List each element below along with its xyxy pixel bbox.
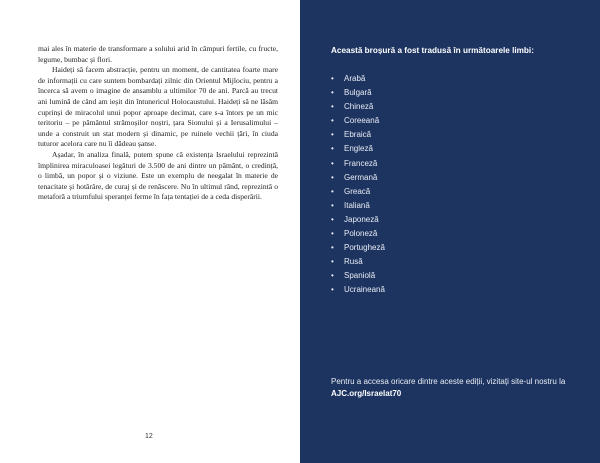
language-item xyxy=(331,227,385,241)
language-label: Engleză xyxy=(344,144,373,154)
bullet-icon: • xyxy=(331,102,334,112)
bullet-icon: • xyxy=(331,257,334,267)
website-link[interactable]: AJC.org/Israelat70 xyxy=(331,388,402,398)
language-item xyxy=(331,241,385,255)
language-item xyxy=(331,171,385,185)
language-list xyxy=(331,72,385,298)
paragraph-1: mai ales în materie de transformare a solului arid în câmpuri fertile, cu fructe, legume, bumbac și flori. xyxy=(38,44,278,64)
translations-heading: Această broșură a fost tradusă în următoarele limbi: xyxy=(331,46,534,55)
language-label: Ucraineană xyxy=(344,285,385,295)
bullet-icon: • xyxy=(331,158,334,168)
language-label: Portugheză xyxy=(344,243,385,253)
language-item xyxy=(331,128,385,142)
footer-note xyxy=(331,376,581,399)
bullet-icon: • xyxy=(331,74,334,83)
bullet-icon: • xyxy=(331,88,334,98)
bullet-icon: • xyxy=(331,214,334,224)
language-item xyxy=(331,199,385,213)
language-label: Chineză xyxy=(344,102,374,112)
language-item xyxy=(331,100,385,114)
bullet-icon: • xyxy=(331,130,334,140)
page-number: 12 xyxy=(145,433,153,440)
language-item xyxy=(331,86,385,100)
body-text xyxy=(38,44,278,203)
language-label: Germană xyxy=(344,172,378,182)
language-label: Ebraică xyxy=(344,130,372,140)
language-label: Poloneză xyxy=(344,229,378,239)
language-label: Spaniolă xyxy=(344,271,376,281)
language-item xyxy=(331,157,385,171)
bullet-icon: • xyxy=(331,116,334,126)
bullet-icon: • xyxy=(331,186,334,196)
bullet-icon: • xyxy=(331,200,334,210)
language-item xyxy=(331,72,385,86)
bullet-icon: • xyxy=(331,285,334,295)
language-label: Greacă xyxy=(344,186,371,196)
language-item xyxy=(331,213,385,227)
language-item xyxy=(331,269,385,283)
right-page xyxy=(300,0,600,463)
language-item xyxy=(331,255,385,269)
language-label: Arabă xyxy=(344,74,366,83)
language-item xyxy=(331,185,385,199)
language-label: Japoneză xyxy=(344,214,379,224)
language-label: Rusă xyxy=(344,257,363,267)
footer-text: Pentru a accesa oricare dintre aceste ediții, vizitați site-ul nostru la xyxy=(331,377,566,386)
bullet-icon: • xyxy=(331,271,334,281)
bullet-icon: • xyxy=(331,229,334,239)
language-label: Coreeană xyxy=(344,116,380,126)
paragraph-2: Haideți să facem abstracție, pentru un moment, de cantitatea foarte mare de informații cu care suntem bombardați zilnic din Orientul Mijlociu, pentru a încerca să avem o imagine de ansamblu a ultimilor 70 de ani. Parcă au trecut ani lumină de când am ieșit din întunericul Holocaustului. Haideți să ne lăsăm cuprinși de miracolul unui popor aproape decimat, care s-a întors pe un mic teritoriu – pe pământul strămoșilor noștri, țara Sionului și a Ierusalimului – unde a construit un stat modern și dinamic, pe ruinele vechii țări, în ciuda tuturor acelora care nu îi dădeau șanse. xyxy=(38,65,278,149)
bullet-icon: • xyxy=(331,172,334,182)
language-item xyxy=(331,114,385,128)
bullet-icon: • xyxy=(331,144,334,154)
language-label: Bulgară xyxy=(344,88,372,98)
language-item xyxy=(331,283,385,297)
paragraph-3: Așadar, în analiza finală, putem spune că existența Israelului reprezintă împlinirea miraculoasei legături de 3.500 de ani dintre un pământ, o credință, o limbă, un popor și o viziune. Este un exemplu de neegalat în materie de tenacitate și hotărâre, de curaj și de renăscere. Nu în ultimul rând, reprezintă o metaforă a triumfului speranței ferme în fața tentației de a ceda disperării. xyxy=(38,149,278,202)
language-item xyxy=(331,142,385,156)
bullet-icon: • xyxy=(331,243,334,253)
language-label: Franceză xyxy=(344,158,378,168)
language-label: Italiană xyxy=(344,200,370,210)
